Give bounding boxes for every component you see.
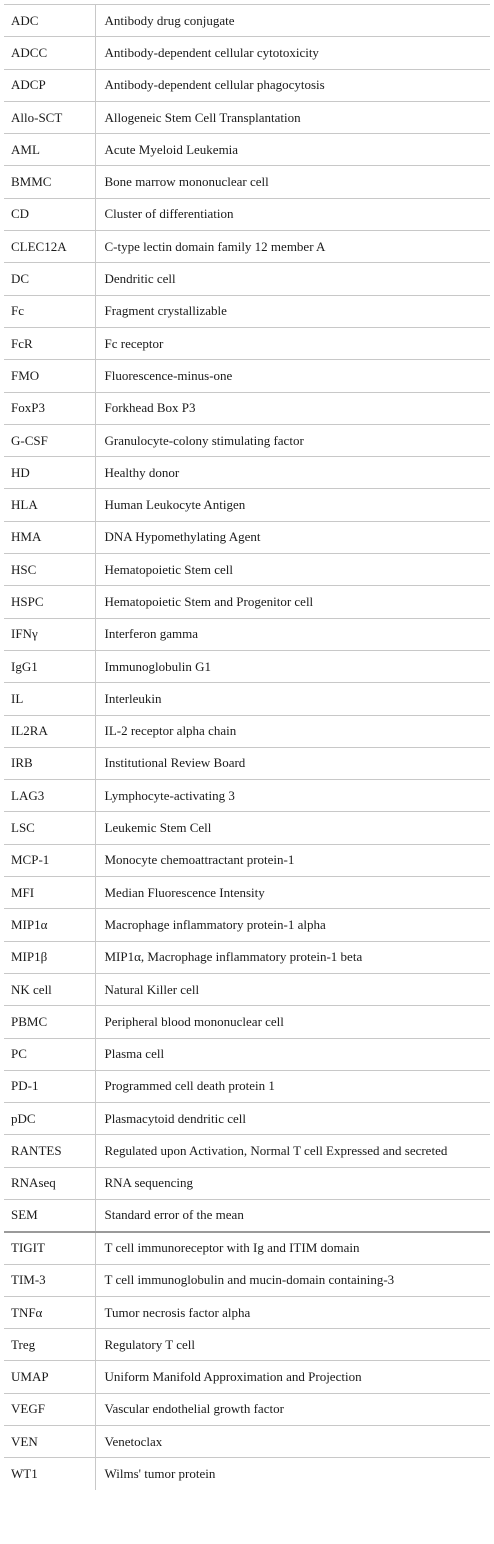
abbreviation-cell: UMAP <box>4 1361 95 1393</box>
definition-cell: T cell immunoglobulin and mucin-domain containing-3 <box>95 1264 490 1296</box>
table-row <box>4 1135 490 1167</box>
definition-cell: Plasma cell <box>95 1038 490 1070</box>
abbreviation-cell: HD <box>4 457 95 489</box>
definition-cell: Antibody-dependent cellular phagocytosis <box>95 69 490 101</box>
abbreviation-cell: HLA <box>4 489 95 521</box>
abbreviation-cell: FMO <box>4 360 95 392</box>
table-row <box>4 941 490 973</box>
table-row <box>4 747 490 779</box>
abbreviation-cell: AML <box>4 134 95 166</box>
abbreviations-table <box>4 4 490 1490</box>
abbreviation-cell: Fc <box>4 295 95 327</box>
abbreviation-cell: NK cell <box>4 973 95 1005</box>
abbreviation-cell: IL <box>4 683 95 715</box>
table-row <box>4 1426 490 1458</box>
definition-cell: Fragment crystallizable <box>95 295 490 327</box>
definition-cell: Tumor necrosis factor alpha <box>95 1296 490 1328</box>
table-row <box>4 327 490 359</box>
definition-cell: Antibody-dependent cellular cytotoxicity <box>95 37 490 69</box>
definition-cell: C-type lectin domain family 12 member A <box>95 231 490 263</box>
definition-cell: Wilms' tumor protein <box>104 1466 216 1482</box>
definition-cell: Fluorescence-minus-one <box>95 360 490 392</box>
definition-cell: Programmed cell death protein 1 <box>95 1070 490 1102</box>
abbreviation-cell: HSC <box>4 554 95 586</box>
table-row <box>4 5 490 37</box>
abbreviation-cell: Treg <box>4 1329 95 1361</box>
definition-cell: Monocyte chemoattractant protein-1 <box>95 844 490 876</box>
definition-cell: Immunoglobulin G1 <box>95 650 490 682</box>
abbreviation-cell: CD <box>4 198 95 230</box>
abbreviation-cell: ADC <box>4 5 95 37</box>
definition-cell: Forkhead Box P3 <box>95 392 490 424</box>
definition-cell: Bone marrow mononuclear cell <box>95 166 490 198</box>
definition-cell: Fc receptor <box>95 327 490 359</box>
table-row <box>4 198 490 230</box>
abbreviation-cell: CLEC12A <box>4 231 95 263</box>
abbreviation-cell: pDC <box>4 1103 95 1135</box>
definition-cell: Cluster of differentiation <box>95 198 490 230</box>
abbreviation-cell: IgG1 <box>4 650 95 682</box>
table-row <box>4 812 490 844</box>
definition-cell: Macrophage inflammatory protein-1 alpha <box>95 909 490 941</box>
abbreviation-cell: RANTES <box>4 1135 95 1167</box>
abbreviation-cell: MIP1β <box>4 941 95 973</box>
abbreviation-cell: MFI <box>4 877 95 909</box>
table-row <box>4 263 490 295</box>
abbreviation-cell: IL2RA <box>4 715 95 747</box>
abbreviation-cell: IRB <box>4 747 95 779</box>
table-row <box>4 1070 490 1102</box>
table-row <box>4 650 490 682</box>
definition-cell: Human Leukocyte Antigen <box>95 489 490 521</box>
abbreviation-cell: HMA <box>4 521 95 553</box>
definition-cell: Interferon gamma <box>95 618 490 650</box>
table-row <box>4 37 490 69</box>
table-row <box>4 424 490 456</box>
abbreviation-cell: FcR <box>4 327 95 359</box>
table-row <box>4 166 490 198</box>
definition-cell: Peripheral blood mononuclear cell <box>95 1006 490 1038</box>
abbreviation-cell: LAG3 <box>4 780 95 812</box>
table-row <box>4 231 490 263</box>
table-row <box>4 1232 490 1264</box>
table-row <box>4 586 490 618</box>
table-row <box>4 1167 490 1199</box>
abbreviation-cell: TNFα <box>4 1296 95 1328</box>
table-row <box>4 134 490 166</box>
definition-cell: Antibody drug conjugate <box>95 5 490 37</box>
table-row <box>4 360 490 392</box>
definition-cell: DNA Hypomethylating Agent <box>95 521 490 553</box>
definition-cell: IL-2 receptor alpha chain <box>95 715 490 747</box>
definition-cell: Regulated upon Activation, Normal T cell Expressed and secreted <box>95 1135 490 1167</box>
abbreviation-cell: Allo-SCT <box>4 101 95 133</box>
definition-cell: Granulocyte-colony stimulating factor <box>95 424 490 456</box>
table-row <box>4 1103 490 1135</box>
table-row <box>4 909 490 941</box>
definition-cell: Leukemic Stem Cell <box>95 812 490 844</box>
table-row <box>4 392 490 424</box>
abbreviation-cell: WT1 <box>4 1458 95 1490</box>
abbreviation-cell: SEM <box>4 1199 95 1231</box>
table-row <box>4 101 490 133</box>
abbreviation-cell: PD-1 <box>4 1070 95 1102</box>
table-row <box>4 715 490 747</box>
definition-cell: Healthy donor <box>95 457 490 489</box>
abbreviation-cell: G-CSF <box>4 424 95 456</box>
definition-cell: Vascular endothelial growth factor <box>95 1393 490 1425</box>
abbreviation-cell: ADCP <box>4 69 95 101</box>
table-row <box>4 1361 490 1393</box>
definition-cell: Venetoclax <box>95 1426 490 1458</box>
abbreviation-cell: FoxP3 <box>4 392 95 424</box>
definition-cell: Plasmacytoid dendritic cell <box>95 1103 490 1135</box>
table-row <box>4 457 490 489</box>
abbreviation-cell: VEGF <box>4 1393 95 1425</box>
definition-cell: Uniform Manifold Approximation and Projection <box>95 1361 490 1393</box>
table-row <box>4 1329 490 1361</box>
table-row <box>4 1458 490 1490</box>
abbreviation-cell: TIM-3 <box>4 1264 95 1296</box>
definition-cell: Median Fluorescence Intensity <box>95 877 490 909</box>
definition-cell: Standard error of the mean <box>95 1199 490 1231</box>
abbreviation-cell: ADCC <box>4 37 95 69</box>
table-row <box>4 1038 490 1070</box>
table-row <box>4 69 490 101</box>
abbreviation-cell: PBMC <box>4 1006 95 1038</box>
table-row <box>4 1296 490 1328</box>
table-row <box>4 1264 490 1296</box>
abbreviation-cell: LSC <box>4 812 95 844</box>
definition-cell: Lymphocyte-activating 3 <box>95 780 490 812</box>
table-row <box>4 489 490 521</box>
table-row <box>4 554 490 586</box>
table-row <box>4 1006 490 1038</box>
abbreviation-cell: MIP1α <box>4 909 95 941</box>
table-row <box>4 521 490 553</box>
table-row <box>4 295 490 327</box>
table-row <box>4 877 490 909</box>
definition-cell: Allogeneic Stem Cell Transplantation <box>95 101 490 133</box>
abbreviation-cell: VEN <box>4 1426 95 1458</box>
abbreviation-cell: MCP-1 <box>4 844 95 876</box>
table-row <box>4 780 490 812</box>
definition-cell: Natural Killer cell <box>95 973 490 1005</box>
table-row <box>4 844 490 876</box>
definition-cell: Hematopoietic Stem cell <box>95 554 490 586</box>
table-row <box>4 1393 490 1425</box>
definition-cell: Acute Myeloid Leukemia <box>95 134 490 166</box>
abbreviation-cell: PC <box>4 1038 95 1070</box>
abbreviation-cell: IFNγ <box>4 618 95 650</box>
table-row <box>4 1199 490 1231</box>
table-row <box>4 683 490 715</box>
table-row <box>4 973 490 1005</box>
definition-cell: RNA sequencing <box>95 1167 490 1199</box>
abbreviation-cell: DC <box>4 263 95 295</box>
definition-cell: T cell immunoreceptor with Ig and ITIM domain <box>95 1232 490 1264</box>
abbreviation-cell: BMMC <box>4 166 95 198</box>
abbreviation-cell: HSPC <box>4 586 95 618</box>
abbreviation-cell: RNAseq <box>4 1167 95 1199</box>
abbreviation-cell: TIGIT <box>4 1232 95 1264</box>
definition-cell: Regulatory T cell <box>95 1329 490 1361</box>
definition-cell: Interleukin <box>95 683 490 715</box>
abbreviations-table-body <box>4 5 490 1491</box>
definition-cell: Institutional Review Board <box>95 747 490 779</box>
definition-cell: MIP1α, Macrophage inflammatory protein-1 beta <box>95 941 490 973</box>
definition-cell: Hematopoietic Stem and Progenitor cell <box>95 586 490 618</box>
definition-cell: Dendritic cell <box>95 263 490 295</box>
table-row <box>4 618 490 650</box>
